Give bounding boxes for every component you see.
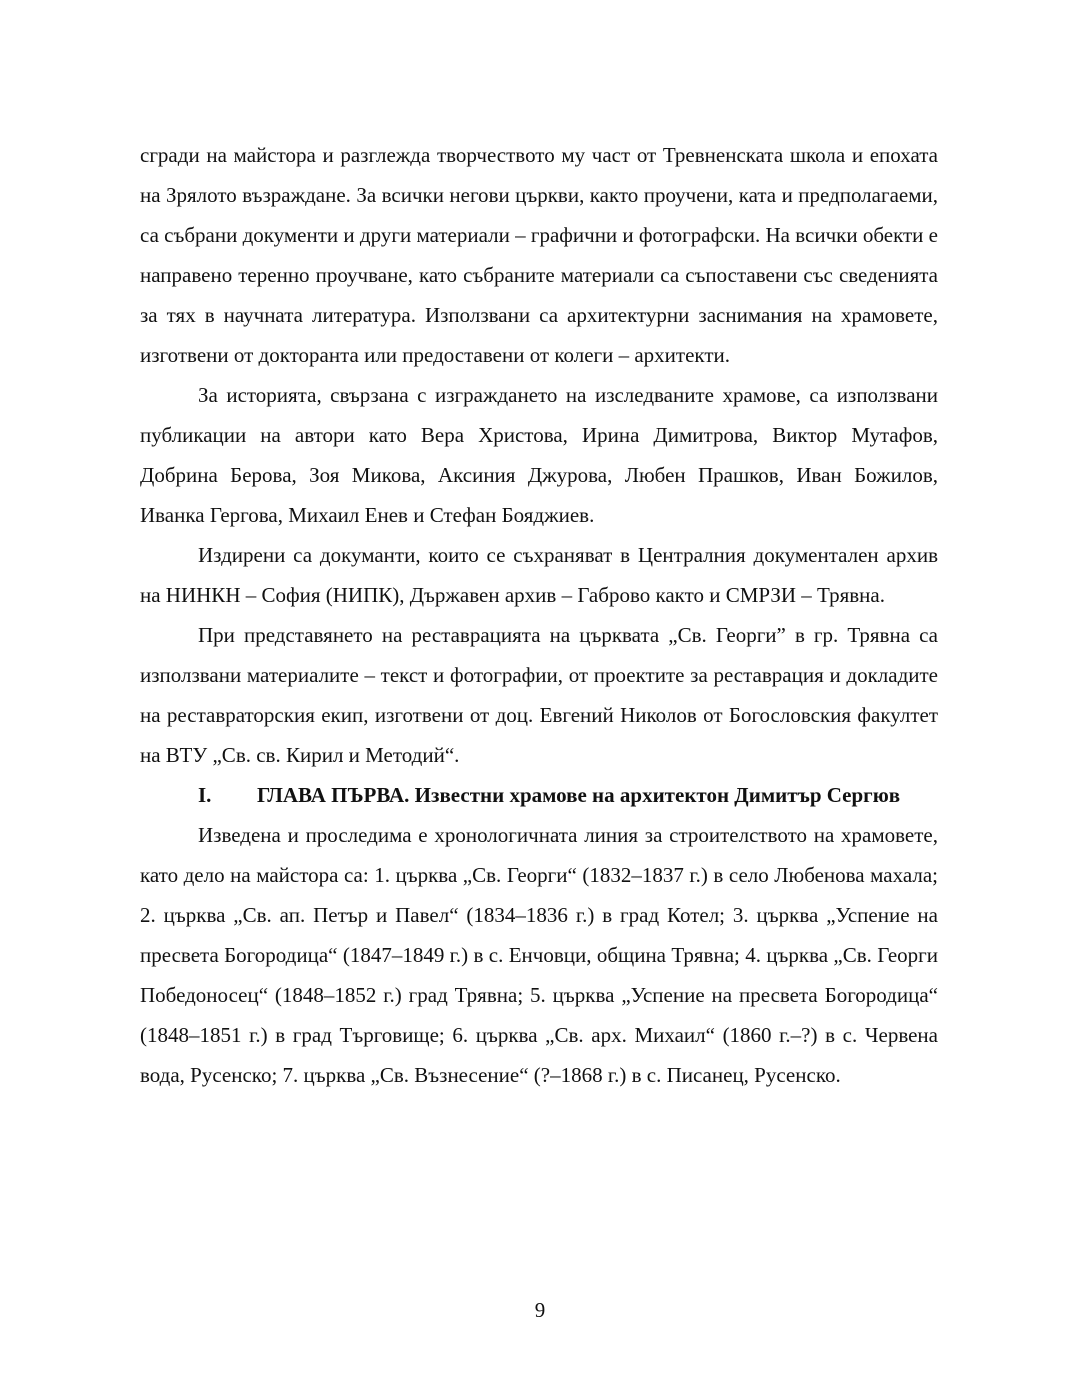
paragraph-restoration: При представянето на реставрацията на църквата „Св. Георги” в гр. Трявна са използвани материалите – текст и фотографии, от проектите за реставрация и докладите на реставраторския екип, изготвени от доц. Евгений Николов от Богословския факултет на ВТУ „Св. св. Кирил и Методий“.: [140, 623, 938, 767]
chapter-title: ГЛАВА ПЪРВА. Известни храмове на архитектон Димитър Сергюв: [257, 783, 901, 807]
page-body: [140, 135, 938, 1095]
paragraph-history-sources: За историята, свързана с изграждането на изследваните храмове, са използвани публикации на автори като Вера Христова, Ирина Димитрова, Виктор Мутафов, Добрина Берова, Зоя Микова, Аксиния Джурова, Любен Прашков, Иван Божилов, Иванка Гергова, Михаил Енев и Стефан Бояджиев.: [140, 383, 938, 527]
paragraph-intro: сгради на майстора и разглежда творчеството му част от Тревненската школа и епохата на Зрялото възраждане. За всички негови църкви, както проучени, ката и предполагаеми, са събрани документи и други материали – графични и фотографски. На всички обекти е направено теренно проучване, като събраните материали са съпоставени със сведенията за тях в научната литература. Използвани са архитектурни заснимания на храмовете, изготвени от докторанта или предоставени от колеги – архитекти.: [140, 143, 938, 367]
paragraph-chronology: Изведена и проследима е хронологичната линия за строителството на храмовете, като дело на майстора са: 1. църква „Св. Георги“ (1832–1837 г.) в село Любенова махала; 2. църква „Св. ап. Петър и Павел“ (1834–1836 г.) в град Котел; 3. църква „Успение на пресвета Богородица“ (1847–1849 г.) в с. Енчовци, община Трявна; 4. църква „Св. Георги Победоносец“ (1848–1852 г.) град Трявна; 5. църква „Успение на пресвета Богородица“ (1848–1851 г.) в град Търговище; 6. църква „Св. арх. Михаил“ (1860 г.–?) в с. Червена вода, Русенско; 7. църква „Св. Възнесение“ (?–1868 г.) в с. Писанец, Русенско.: [140, 823, 938, 1087]
paragraph-archives: Издирени са докуманти, които се съхраняват в Централния документален архив на НИНКН – София (НИПК), Държавен архив – Габрово както и СМРЗИ – Трявна.: [140, 543, 938, 607]
chapter-number: I.: [198, 783, 212, 807]
chapter-heading: [140, 775, 938, 815]
page-number: 9: [534, 1298, 546, 1322]
